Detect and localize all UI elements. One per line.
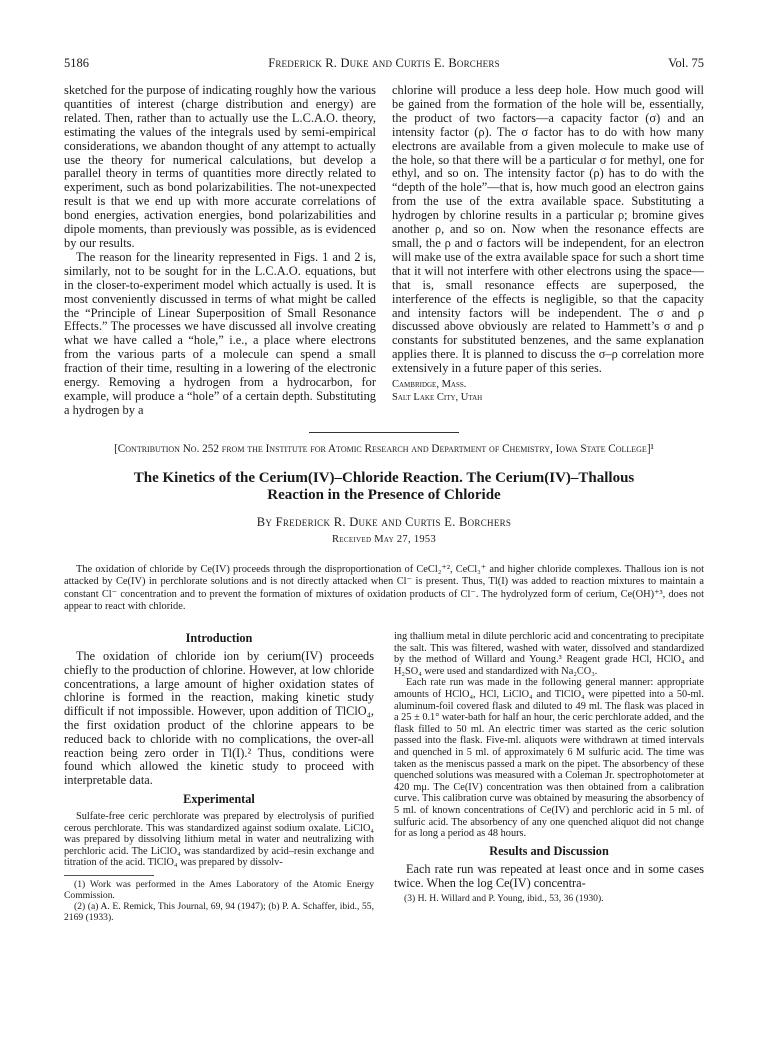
experimental-continued: ing thallium metal in dilute perchloric acid and concentrating to precipitate the salt. This was filtered, washed with water, dissolved and standardized by the method of Willard and Young.³ Reagent grade HCl, HClO₄ and H₂SO₄ were used and standardized with Na₂CO₃. [394,631,704,677]
introduction-text: The oxidation of chloride ion by cerium(IV) proceeds chiefly to the production of chlorine. However, at low chloride concentrations, a large amount of higher oxidation states of chlorine is formed in the reaction, making kinetic study difficult if not impossible. However, upon addition of TlClO₄, the first oxidation product of the chlorine appears to be reduced back to chloride with no complications, the over-all reaction being zero order in Tl(I).² Thus, conditions were found which allowed the kinetic study to proceed with interpretable data. [64,649,374,788]
paragraph: sketched for the purpose of indicating roughly how the various quantities of interest (charge distribution and energy) are related. Then, rather than to actually use the L.C.A.O. theory, estimating the values of the integrals used by semi-empirical considerations, we abandon thought of any attempt to actually use the theory for numerical calculations, but develop a parallel theory in terms of quantities more directly related to experiment, such as bond polarizabilities. The not-unexpected result is that we end up with more accurate correlations of bond energies, activation energies, bond polarizabilities and dipole moments, than previously was possible, as is evidenced by our results. [64,83,376,250]
body-left-column [64,631,374,923]
experimental-text: Sulfate-free ceric perchlorate was prepared by electrolysis of purified cerous perchlorate. This was standardized against sodium oxalate. LiClO₄ was prepared by dissolving lithium metal in water and neutralizing with perchloric acid. The LiClO₄ was standardized by acid–resin exchange and titration of the acid. TlClO₄ was prepared by dissolv- [64,811,374,869]
footnote: (2) (a) A. E. Remick, This Journal, 69, 94 (1947); (b) P. A. Schaffer, ibid., 55, 2169 (1933). [64,901,374,923]
article-body [64,631,704,923]
footnote-divider [64,875,154,876]
received-date: Received May 27, 1953 [331,534,437,546]
footnote: (3) H. H. Willard and P. Young, ibid., 53, 36 (1930). [404,893,604,905]
article-title [64,470,704,504]
article-title-line: The Kinetics of the Cerium(IV)–Chloride Reaction. The Cerium(IV)–Thallous [133,470,635,487]
affiliation-line: Cambridge, Mass. [392,379,467,391]
running-header [64,56,704,74]
procedure-text: Each rate run was made in the following general manner: appropriate amounts of HClO₄, HCl, LiClO₄ and TlClO₄ were pipetted into a 50-ml. aluminum-foil covered flask and diluted to 49 ml. The flask was placed in a 25 ± 0.1° water-bath for half an hour, the ceric perchlorate added, and the flask filled to 50 ml. An electric timer was started as the ceric solution passed into the flask. Five-ml. aliquots were withdrawn at timed intervals and quenched in 5 ml. of approximately 6 M sulfuric acid. The time was taken as the meniscus passed a mark on the pipet. The absorbency of these quenched solutions was measured with a Coleman Jr. spectrophotometer at 420 mμ. The Ce(IV) concentration was then obtained from a calibration curve. This calibration curve was obtained by measuring the absorbency of 5 ml. of known concentrations of Ce(IV) and perchloric acid in 5 ml. of sulfuric acid. The absorbency of any one quenched aliquot did not change for as long a period as 48 hours. [394,677,704,840]
affiliation-line: Salt Lake City, Utah [392,392,483,404]
experimental-heading: Experimental [183,792,255,807]
article-title-line: Reaction in the Presence of Chloride [267,487,501,504]
introduction-heading: Introduction [185,631,253,646]
footnote: (1) Work was performed in the Ames Laboratory of the Atomic Energy Commission. [64,879,374,901]
volume-label: Vol. 75 [668,56,704,70]
paragraph: chlorine will produce a less deep hole. How much good will be gained from the formation of the hole will be, essentially, the product of two factors—a capacity factor (σ) and an intensity factor (ρ). The σ factor has to do with how many electrons are available from a given molecule to make use of the hole, so that there will be a particular σ for methyl, one for ethyl, and so on. The intensity factor (ρ) has to do with the “depth of the hole”—that is, how much good an electron gains from the use of the extra available space. Substituting a hydrogen by chlorine results in a particular ρ; bromine gives another ρ, and so on. Now when the resonance effects are small, the ρ and σ factors will be independent, for an electron will make use of the extra available space for such a short time that it will not interfere with other electrons using the space—that is, small resonance effects are superposed, the interference of the effects is negligible, so that the capacity and intensity factors will be independent. The σ and ρ discussed above obviously are related to Hammett’s σ and ρ constants for substituted benzenes, and the same explanation applies there. It is planned to discuss the σ–ρ correlation more extensively in a future paper of this series. [392,83,704,376]
previous-article-continuation [64,84,704,418]
author-line: By Frederick R. Duke and Curtis E. Borchers [256,515,512,530]
running-title: Frederick R. Duke and Curtis E. Borchers [268,56,500,70]
abstract [64,564,704,613]
page-number: 5186 [64,56,89,70]
abstract-text: The oxidation of chloride by Ce(IV) proceeds through the disproportionation of CeCl₂⁺², CeCl₃⁺ and higher chloride complexes. Thallous ion is not attacked by Ce(IV) in perchlorate solutions and is not directly attacked when Cl⁻ is present. Thus, Tl(I) was added to reaction mixtures to maintain a constant Cl⁻ concentration and to prevent the formation of mixtures of oxidation products of Cl⁻. The hydrolyzed form of cerium, Ce(OH)⁺³, does not appear to react with chloride. [64,564,704,612]
continuation-left-column [64,84,376,418]
contribution-note: [Contribution No. 252 from the Institute for Atomic Research and Department of Chemistry, Iowa State College]¹ [114,442,654,455]
continuation-right-column [392,84,704,418]
paragraph: The reason for the linearity represented in Figs. 1 and 2 is, similarly, not to be sought for in the L.C.A.O. equations, but in the closer-to-experiment model which actually is used. It is most conveniently discussed in terms of what might be called the “Principle of Linear Superposition of Small Resonance Effects.” The processes we have discussed all involve creating what we have called a “hole,” i.e., a place where electrons from the various parts of a molecule can spend a small fraction of their time, resulting in a lowering of the electronic energy. Removing a hydrogen from a hydrocarbon, for example, will produce a “hole” of a certain depth. Substituting a hydrogen by a [64,249,376,417]
body-right-column [394,631,704,923]
affiliation-block [392,378,704,404]
results-heading: Results and Discussion [489,843,609,858]
journal-page [64,56,704,923]
section-divider [309,432,459,433]
results-text: Each rate run was repeated at least once and in some cases twice. When the log Ce(IV) concentra- [394,861,704,890]
